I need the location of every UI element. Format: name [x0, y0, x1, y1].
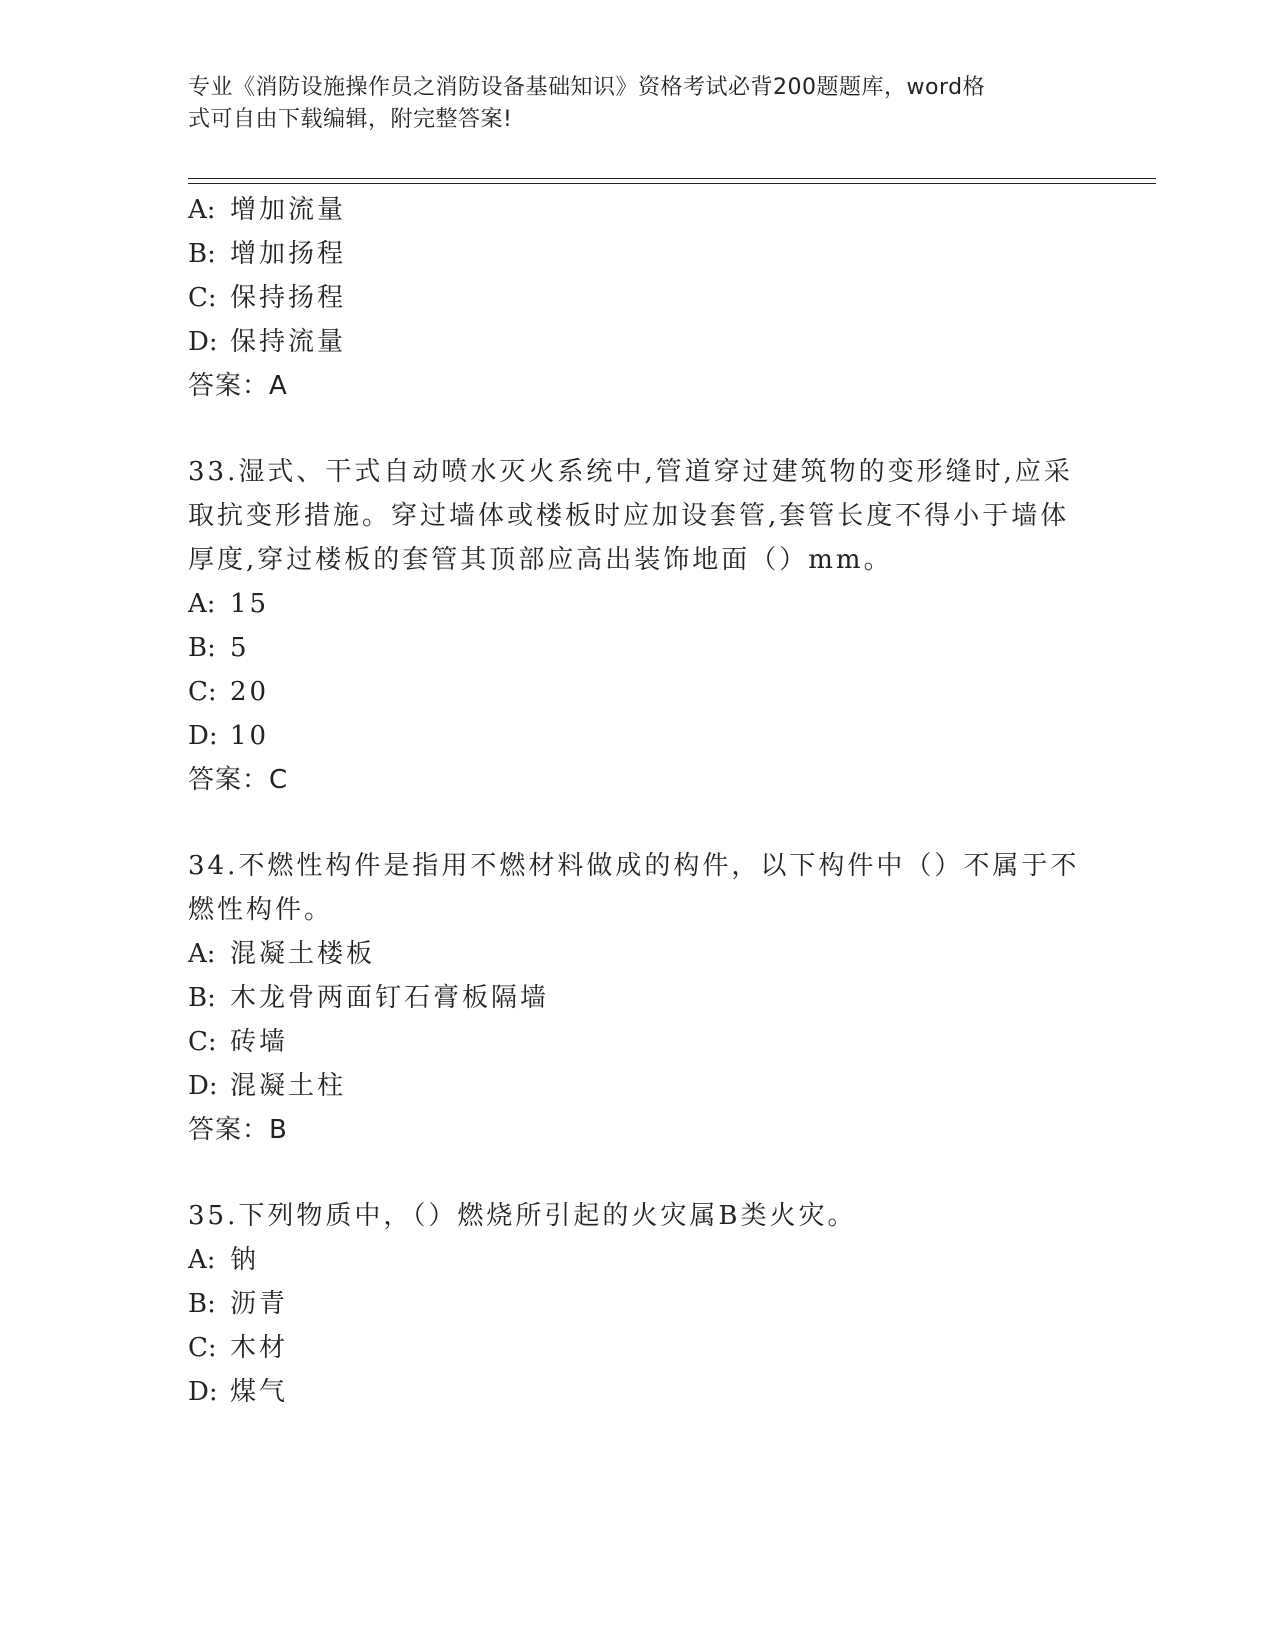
option-label: C: [188, 677, 217, 707]
q34-option-a [188, 931, 375, 977]
q33-stem-line-1: 33.湿式、干式自动喷水灭火系统中,管道穿过建筑物的变形缝时,应采 [188, 457, 1073, 487]
option-text: 增加扬程 [230, 239, 347, 269]
header-divider-top [188, 178, 1156, 179]
option-label: B: [188, 983, 216, 1013]
option-label: D: [188, 1377, 218, 1407]
option-text: 保持流量 [230, 327, 347, 357]
header-divider-bottom [188, 183, 1156, 184]
q34-answer: 答案：B [188, 1115, 288, 1145]
option-text: 10 [230, 721, 270, 751]
option-text: 混凝土楼板 [230, 939, 376, 969]
option-label: A: [188, 195, 216, 225]
document-header [188, 72, 1068, 136]
q34-stem-line-2: 燃性构件。 [188, 895, 334, 925]
q35-option-b [188, 1281, 288, 1327]
option-label: D: [188, 1071, 218, 1101]
option-label: A: [188, 1245, 216, 1275]
q35-option-d [188, 1369, 288, 1415]
option-label: C: [188, 283, 217, 313]
option-label: D: [188, 721, 218, 751]
q35-option-c [188, 1325, 288, 1371]
option-text: 保持扬程 [230, 283, 347, 313]
q33-stem-line-2: 取抗变形措施。穿过墙体或楼板时应加设套管,套管长度不得小于墙体 [188, 501, 1070, 531]
q32-option-c [188, 275, 346, 321]
q32-option-d [188, 319, 346, 365]
option-label: B: [188, 1289, 216, 1319]
q34-option-d [188, 1063, 346, 1109]
option-text: 煤气 [230, 1377, 289, 1407]
option-text: 钠 [230, 1245, 260, 1275]
option-label: C: [188, 1027, 217, 1057]
q33-option-c [188, 669, 269, 715]
option-text: 增加流量 [230, 195, 347, 225]
q33-option-a [188, 581, 269, 627]
q33-option-d [188, 713, 269, 759]
option-label: A: [188, 939, 216, 969]
option-label: D: [188, 327, 218, 357]
header-line-2: 式可自由下载编辑，附完整答案! [188, 107, 513, 132]
option-text: 木龙骨两面钉石膏板隔墙 [230, 983, 550, 1013]
option-text: 砖墙 [230, 1027, 289, 1057]
q35-stem-line-1: 35.下列物质中，（）燃烧所引起的火灾属B类火灾。 [188, 1201, 857, 1231]
option-text: 20 [230, 677, 270, 707]
q34-option-c [188, 1019, 288, 1065]
option-text: 沥青 [230, 1289, 289, 1319]
option-label: C: [188, 1333, 217, 1363]
q34-option-b [188, 975, 549, 1021]
option-text: 混凝土柱 [230, 1071, 347, 1101]
q35-option-a [188, 1237, 259, 1283]
q33-answer: 答案：C [188, 765, 289, 795]
option-text: 木材 [230, 1333, 289, 1363]
option-label: B: [188, 239, 216, 269]
q33-stem-line-3: 厚度,穿过楼板的套管其顶部应高出装饰地面（）mm。 [188, 545, 893, 575]
option-label: A: [188, 589, 216, 619]
q32-option-a [188, 187, 346, 233]
option-label: B: [188, 633, 216, 663]
option-text: 15 [230, 589, 270, 619]
q32-answer: 答案：A [188, 371, 288, 401]
q32-option-b [188, 231, 346, 277]
header-line-1: 专业《消防设施操作员之消防设备基础知识》资格考试必背200题题库，word格 [188, 75, 986, 100]
q33-option-b [188, 625, 250, 671]
option-text: 5 [230, 633, 250, 663]
q34-stem-line-1: 34.不燃性构件是指用不燃材料做成的构件，以下构件中（）不属于不 [188, 851, 1080, 881]
